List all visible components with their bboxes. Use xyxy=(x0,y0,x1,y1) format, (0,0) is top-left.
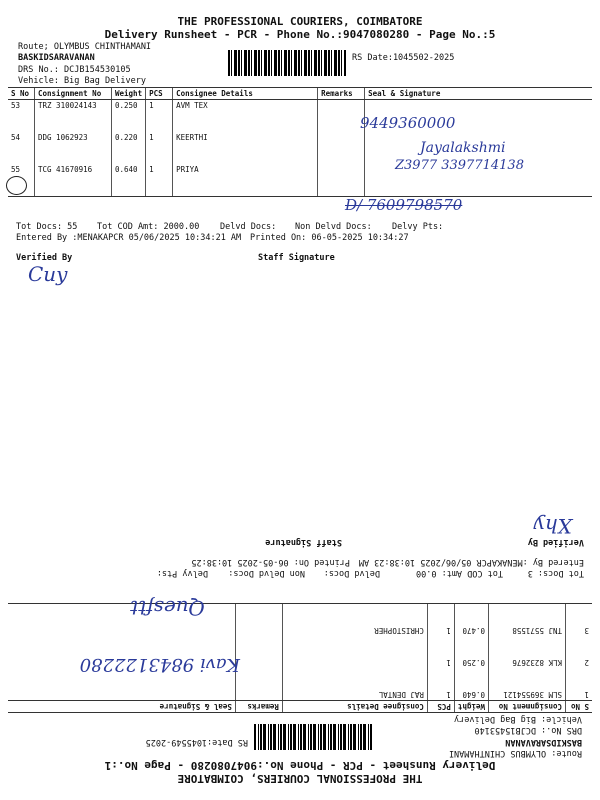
cell-consignee: AVM TEX xyxy=(173,100,318,133)
runsheet-subtitle: Delivery Runsheet - PCR - Phone No.:9047080280 - Page No.:1 xyxy=(104,759,496,772)
cell-consignee: KEERTHI xyxy=(173,132,318,164)
cell-consignee xyxy=(282,636,427,668)
delvy-pts: Delvy Pts: xyxy=(392,222,444,232)
col-sno: S No xyxy=(566,701,593,713)
delvd-docs: Delvd Docs: xyxy=(323,568,380,578)
drs-number: DRS No.: DCJB154530105 xyxy=(18,65,131,75)
cell-sno: 3 xyxy=(566,604,593,637)
col-pcs: PCS xyxy=(427,701,454,713)
verifier-signature: Xhy xyxy=(533,514,572,538)
non-delvd-docs: Non Delvd Docs: xyxy=(228,568,305,578)
table-header xyxy=(8,88,592,100)
cell-pcs: 1 xyxy=(427,668,454,701)
tot-cod: Tot COD Amt: 2000.00 xyxy=(97,222,200,232)
printed-on: Printed On: 06-05-2025 10:34:27 xyxy=(250,233,409,243)
barcode xyxy=(254,724,372,750)
verified-by: Verified By xyxy=(16,253,73,263)
entered-by: Entered By :MENAKAPCR 05/06/2025 10:34:21 AM xyxy=(16,233,242,243)
cell-sno: 1 xyxy=(584,690,589,699)
cell-remarks xyxy=(318,132,365,164)
vehicle-label: Vehicle: Big Bag Delivery xyxy=(18,76,146,86)
row-circle-mark xyxy=(6,176,27,195)
col-pcs: PCS xyxy=(146,88,173,100)
company-title: THE PROFESSIONAL COURIERS, COIMBATORE xyxy=(177,772,423,785)
handwritten-signature: Z3977 3397714138 xyxy=(395,158,524,173)
cell-remarks xyxy=(235,604,282,637)
col-weight: Weight xyxy=(112,88,146,100)
cell-remarks xyxy=(318,100,365,133)
branch-label: BASKIDSARAVANAN xyxy=(505,737,582,747)
runsheet-page-5 xyxy=(0,0,600,300)
staff-signature: Staff Signature xyxy=(265,537,342,547)
branch-label: BASKIDSARAVANAN xyxy=(18,53,95,63)
staff-signature: Staff Signature xyxy=(258,253,335,263)
col-remarks: Remarks xyxy=(235,701,282,713)
cell-pcs: 1 xyxy=(146,164,173,197)
col-remarks: Remarks xyxy=(318,88,365,100)
route-label: Route: OLYMBUS CHINTHAMANI xyxy=(448,748,582,758)
cell-consignment: DDG 1062923 xyxy=(35,132,112,164)
col-sno: S No xyxy=(8,88,35,100)
non-delvd-docs: Non Delvd Docs: xyxy=(295,222,372,232)
tot-docs: Tot Docs: 55 xyxy=(16,222,78,232)
cell-consignee: RAJ DENTAL xyxy=(282,668,427,701)
company-title: THE PROFESSIONAL COURIERS, COIMBATORE xyxy=(177,15,423,28)
cell-pcs: 1 xyxy=(146,100,173,133)
col-seal: Seal & Signature xyxy=(8,701,235,713)
cell-consignment: TNJ 5571558 xyxy=(489,604,566,637)
cell-weight: 0.250 xyxy=(454,636,488,668)
tot-docs: Tot Docs: 3 xyxy=(527,568,584,578)
col-seal: Seal & Signature xyxy=(365,88,592,100)
cell-consignment: KLK 8232676 xyxy=(489,636,566,668)
handwritten-signature: Quesftt xyxy=(130,596,205,620)
cell-weight: 0.220 xyxy=(112,132,146,164)
printed-on: Printed On: 06-05-2025 10:38:25 xyxy=(191,557,350,567)
cell-remarks xyxy=(235,636,282,668)
col-consignment: Consignment No xyxy=(35,88,112,100)
col-consignee: Consignee Details xyxy=(282,701,427,713)
cell-consignee: CHRISTOPHER xyxy=(282,604,427,637)
handwritten-signature: Jayalakshmi xyxy=(420,140,506,156)
delvy-pts: Delvy Pts: xyxy=(156,568,208,578)
verifier-signature: Cuy xyxy=(28,262,68,286)
cell-remarks xyxy=(318,164,365,197)
cell-weight: 0.250 xyxy=(112,100,146,133)
cell-pcs: 1 xyxy=(427,604,454,637)
cell-weight: 0.470 xyxy=(454,604,488,637)
cell-pcs: 1 xyxy=(427,636,454,668)
delvd-docs: Delvd Docs: xyxy=(220,222,277,232)
rs-date: RS Date:1045549-2025 xyxy=(145,737,248,747)
runsheet-subtitle: Delivery Runsheet - PCR - Phone No.:9047080280 - Page No.:5 xyxy=(104,28,496,41)
table-header xyxy=(8,701,592,713)
vehicle-label: Vehicle: Big Bag Delivery xyxy=(454,714,582,724)
cell-consignment: SLM 369554121 xyxy=(489,668,566,701)
runsheet-page-1-inverted xyxy=(0,500,600,800)
route-label: Route; OLYMBUS CHINTHAMANI xyxy=(18,42,152,52)
cell-sno: 54 xyxy=(11,133,21,142)
cell-consignee: PRIYA xyxy=(173,164,318,197)
cell-sno: 55 xyxy=(8,164,35,197)
verified-by: Verified By xyxy=(527,537,584,547)
col-consignment: Consignment No xyxy=(489,701,566,713)
rs-date: RS Date:1045502-2025 xyxy=(352,53,455,63)
table-row xyxy=(8,604,592,637)
barcode xyxy=(228,50,346,76)
handwritten-signature: D/ 7609798570 xyxy=(345,196,463,214)
cell-consignment: TCG 41670916 xyxy=(35,164,112,197)
tot-cod: Tot COD Amt: 0.00 xyxy=(416,568,503,578)
cell-weight: 0.640 xyxy=(454,668,488,701)
cell-remarks xyxy=(235,668,282,701)
cell-sno: 53 xyxy=(11,101,21,110)
col-weight: Weight xyxy=(454,701,488,713)
handwritten-signature: 9449360000 xyxy=(360,114,456,132)
drs-number: DRS No.: DCJB15453140 xyxy=(474,725,582,735)
cell-weight: 0.640 xyxy=(112,164,146,197)
handwritten-signature: Kavi 9843122280 xyxy=(79,654,240,675)
cell-consignment: TRZ 310024143 xyxy=(35,100,112,133)
entered-by: Entered By :MENAKAPCR 05/06/2025 10:38:23 AM xyxy=(358,557,584,567)
col-consignee: Consignee Details xyxy=(173,88,318,100)
cell-sno: 2 xyxy=(584,658,589,667)
cell-pcs: 1 xyxy=(146,132,173,164)
table-row xyxy=(8,100,592,133)
